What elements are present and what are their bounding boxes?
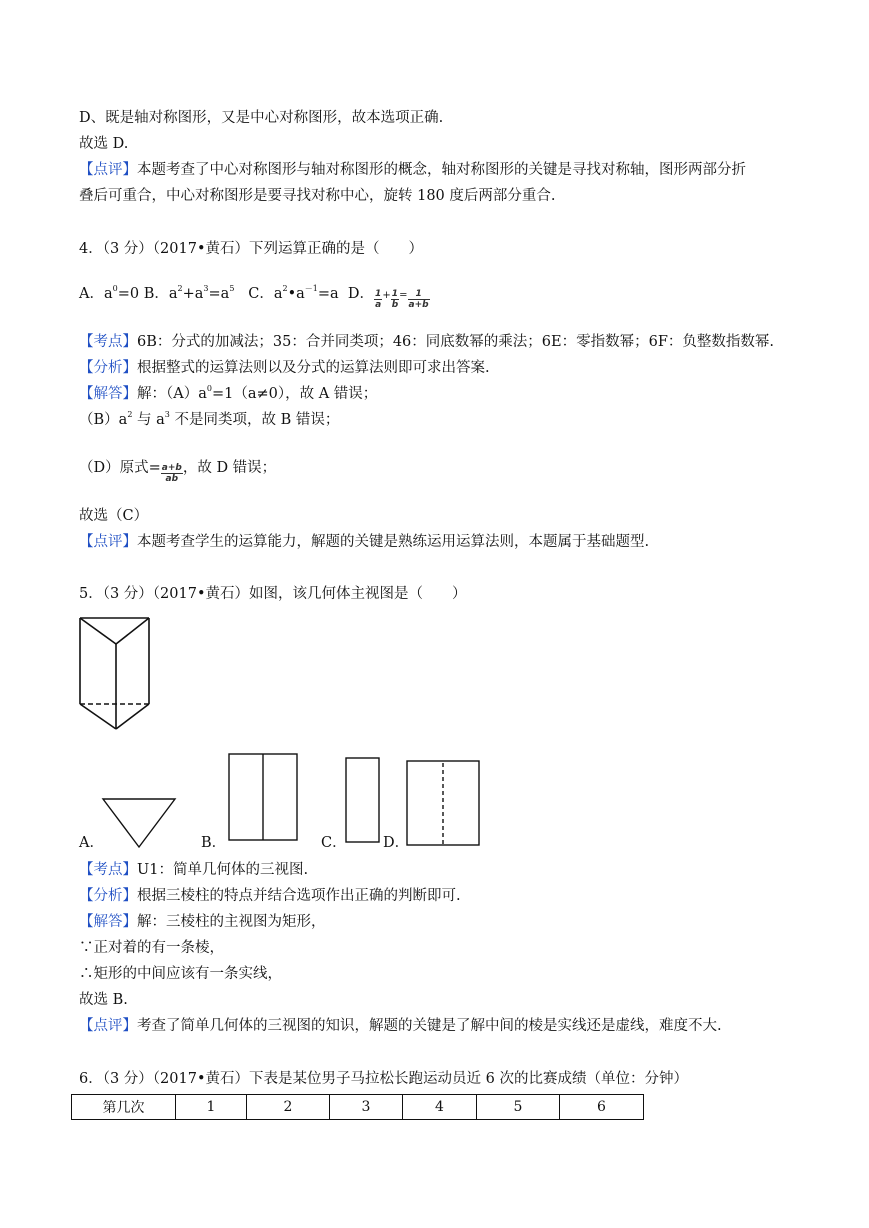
q5-option-d-label: D．	[383, 835, 410, 851]
fraction: $\frac{1}{a}$	[375, 289, 382, 310]
q4-fenxi: 【分析】根据整式的运算法则以及分式的运算法则即可求出答案.	[79, 360, 490, 376]
comment-text: 本题考查了中心对称图形与轴对称图形的概念，轴对称图形的关键是寻找对称轴，图形两部分折	[137, 162, 746, 178]
q3-option-d-analysis: D、既是轴对称图形，又是中心对称图形，故本选项正确.	[79, 110, 444, 126]
table-row	[72, 1095, 644, 1120]
q3-comment-line1	[79, 160, 746, 180]
q5-stem: 5．（3 分）（2017•黄石）如图，该几何体主视图是（ ）	[79, 586, 467, 602]
q5-kaodian: 【考点】U1：简单几何体的三视图.	[79, 862, 309, 878]
q5-option-c-label: C．	[321, 835, 347, 851]
q4-option-c: C．$a^2•a^{-1}=a$	[248, 284, 339, 302]
table-header-cell: 6	[560, 1095, 644, 1120]
q5-comment: 【点评】考查了简单几何体的三视图的知识，解题的关键是了解中间的棱是实线还是虚线，难度不大.	[79, 1018, 722, 1034]
q5-choice: 故选 B.	[79, 992, 128, 1008]
table-header-cell: 2	[247, 1095, 330, 1120]
option-a-triangle	[102, 797, 182, 852]
q5-because: ∵正对着的有一条棱，	[79, 940, 224, 956]
q3-choice: 故选 D.	[79, 136, 129, 152]
q4-jieda-line2: $(B)a^2$ 与 $a^3$ 不是同类项，故 B 错误；	[79, 410, 340, 428]
table-header-cell: 3	[330, 1095, 403, 1120]
q5-jieda: 【解答】解：三棱柱的主视图为矩形，	[79, 914, 326, 930]
table-header-cell: 5	[477, 1095, 560, 1120]
option-c-narrow-rectangle	[345, 757, 383, 847]
q4-stem: 4．（3 分）（2017•黄石）下列运算正确的是（ ）	[79, 241, 424, 257]
option-b-rectangle-solid-line	[228, 753, 300, 843]
q4-option-d: D． $\frac{1}{a}$ + $\frac{1}{b}$ = $\frac{1}{a+b}$	[347, 286, 429, 310]
fraction: $\frac{a+b}{ab}$	[161, 463, 182, 484]
q4-option-a: A．$a^0=0$	[79, 284, 140, 302]
table-header-cell: 1	[176, 1095, 247, 1120]
q5-option-b-label: B．	[201, 835, 227, 851]
q6-results-table	[71, 1094, 644, 1120]
q5-therefore: ∴矩形的中间应该有一条实线，	[79, 966, 282, 982]
fraction: $\frac{1}{b}$	[391, 289, 399, 310]
q6-stem: 6．（3 分）（2017•黄石）下表是某位男子马拉松长跑运动员近 6 次的比赛成绩（单位：分钟）	[79, 1071, 688, 1087]
q4-option-b: B．$a^2+a^3=a^5$	[143, 284, 235, 302]
q4-options	[79, 284, 430, 310]
table-header-cell: 第几次	[72, 1095, 176, 1120]
q4-kaodian: 【考点】6B：分式的加减法；35：合并同类项；46：同底数幂的乘法；6E：零指数幂；6F：负整数指数幂.	[79, 334, 774, 350]
comment-tag: 【点评】	[79, 162, 137, 178]
q4-comment: 【点评】本题考查学生的运算能力，解题的关键是熟练运用运算法则，本题属于基础题型.	[79, 534, 650, 550]
fraction: $\frac{1}{a+b}$	[408, 289, 429, 310]
q5-option-a-label: A．	[79, 835, 104, 851]
option-d-rectangle-dashed-line	[406, 760, 482, 850]
q4-jieda-line1: 【解答】解：$(A)a^0=1(a\ne 0)$，故 A 错误；	[79, 384, 378, 402]
q5-fenxi: 【分析】根据三棱柱的特点并结合选项作出正确的判断即可.	[79, 888, 461, 904]
prism-figure	[79, 617, 159, 732]
q3-comment-line2: 叠后可重合，中心对称图形是要寻找对称中心，旋转 180 度后两部分重合.	[79, 188, 556, 204]
q4-jieda-line3: （D）原式= $\frac{a+b}{ab}$ ，故 D 错误；	[79, 460, 277, 484]
table-header-cell: 4	[403, 1095, 477, 1120]
q4-choice: 故选（C）	[79, 508, 149, 524]
